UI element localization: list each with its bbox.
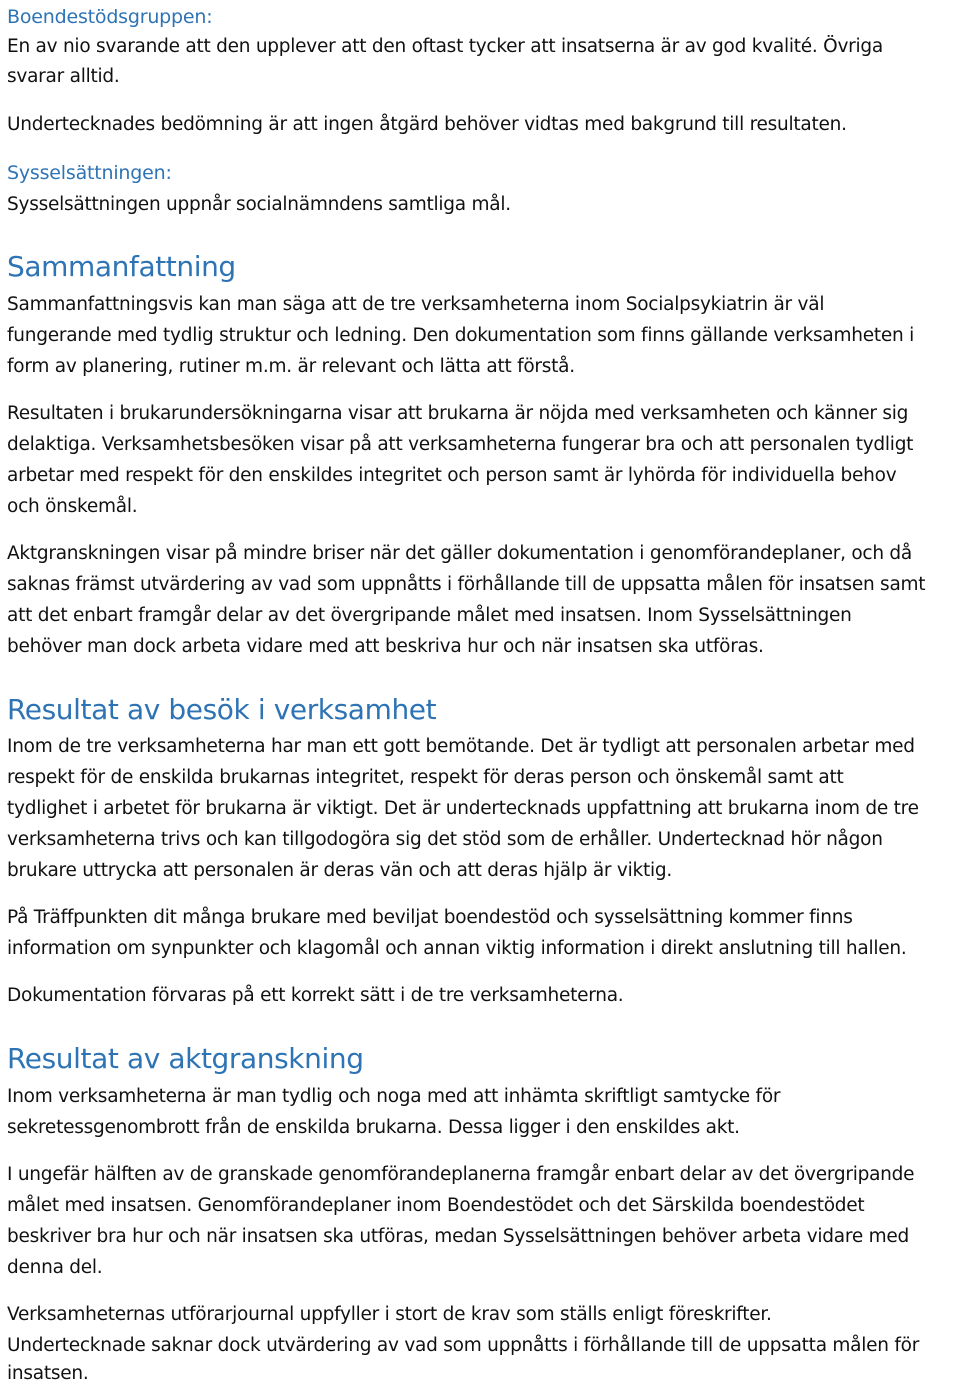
- paragraph-line: tydlighet i arbetet för brukarna är viktigt. Det är undertecknads uppfattning att brukarna inom de tre: [7, 798, 919, 819]
- heading-resultat-aktgranskning: Resultat av aktgranskning: [7, 1042, 364, 1075]
- paragraph-line: I ungefär hälften av de granskade genomförandeplanerna framgår enbart delar av det övergripande: [7, 1164, 915, 1185]
- paragraph-line: Resultaten i brukarundersökningarna visar att brukarna är nöjda med verksamheten och känner sig: [7, 403, 909, 424]
- paragraph-line: denna del.: [7, 1257, 103, 1278]
- paragraph-line: information om synpunkter och klagomål och annan viktig information i direkt anslutning till hallen.: [7, 938, 907, 959]
- paragraph-line: brukare uttrycka att personalen är deras vän och att deras hjälp är viktig.: [7, 860, 672, 881]
- paragraph-line: På Träffpunkten dit många brukare med beviljat boendestöd och sysselsättning kommer finns: [7, 907, 853, 928]
- paragraph-line: Sammanfattningsvis kan man säga att de tre verksamheterna inom Socialpsykiatrin är väl: [7, 294, 825, 315]
- paragraph-line: Aktgranskningen visar på mindre briser när det gäller dokumentation i genomförandeplaner, och då: [7, 543, 913, 564]
- paragraph-line: verksamheterna trivs och kan tillgodogöra sig det stöd som de erhåller. Undertecknad hör någon: [7, 829, 883, 850]
- paragraph-line: Undertecknades bedömning är att ingen åtgärd behöver vidtas med bakgrund till resultaten.: [7, 114, 847, 135]
- paragraph-line: insatsen.: [7, 1363, 89, 1384]
- paragraph-line: Dokumentation förvaras på ett korrekt sätt i de tre verksamheterna.: [7, 985, 624, 1006]
- paragraph-line: Undertecknade saknar dock utvärdering av vad som uppnåtts i förhållande till de uppsatta målen för: [7, 1335, 920, 1356]
- paragraph-line: och önskemål.: [7, 496, 138, 517]
- paragraph-line: sekretessgenombrott från de enskilda brukarna. Dessa ligger i den enskildes akt.: [7, 1117, 740, 1138]
- paragraph-line: fungerande med tydlig struktur och ledning. Den dokumentation som finns gällande verksamheten i: [7, 325, 914, 346]
- paragraph-line: svarar alltid.: [7, 66, 120, 87]
- heading-resultat-besok: Resultat av besök i verksamhet: [7, 693, 437, 726]
- heading-sammanfattning: Sammanfattning: [7, 250, 236, 283]
- paragraph-line: Verksamheternas utförarjournal uppfyller i stort de krav som ställs enligt föreskrifter.: [7, 1304, 772, 1325]
- paragraph-line: att det enbart framgår delar av det övergripande målet med insatsen. Inom Sysselsättningen: [7, 605, 852, 626]
- paragraph-line: respekt för de enskilda brukarnas integritet, respekt för deras person och önskemål samt att: [7, 767, 844, 788]
- subheading-boendestodsgruppen: Boendestödsgruppen:: [7, 6, 213, 28]
- paragraph-line: Inom de tre verksamheterna har man ett gott bemötande. Det är tydligt att personalen arbetar med: [7, 736, 915, 757]
- paragraph-line: Sysselsättningen uppnår socialnämndens samtliga mål.: [7, 194, 511, 215]
- paragraph-line: En av nio svarande att den upplever att den oftast tycker att insatserna är av god kvalité. Övriga: [7, 36, 883, 57]
- paragraph-line: form av planering, rutiner m.m. är relevant och lätta att förstå.: [7, 356, 575, 377]
- subheading-sysselsattningen: Sysselsättningen:: [7, 162, 172, 184]
- paragraph-line: målet med insatsen. Genomförandeplaner inom Boendestödet och det Särskilda boendestödet: [7, 1195, 865, 1216]
- paragraph-line: beskriver bra hur och när insatsen ska utföras, medan Sysselsättningen behöver arbeta vidare med: [7, 1226, 909, 1247]
- paragraph-line: delaktiga. Verksamhetsbesöken visar på att verksamheterna fungerar bra och att personalen tydligt: [7, 434, 914, 455]
- paragraph-line: saknas främst utvärdering av vad som uppnåtts i förhållande till de uppsatta målen för insatsen samt: [7, 574, 926, 595]
- paragraph-line: behöver man dock arbeta vidare med att beskriva hur och när insatsen ska utföras.: [7, 636, 764, 657]
- paragraph-line: arbetar med respekt för den enskildes integritet och person samt är lyhörda för individuella behov: [7, 465, 897, 486]
- paragraph-line: Inom verksamheterna är man tydlig och noga med att inhämta skriftligt samtycke för: [7, 1086, 781, 1107]
